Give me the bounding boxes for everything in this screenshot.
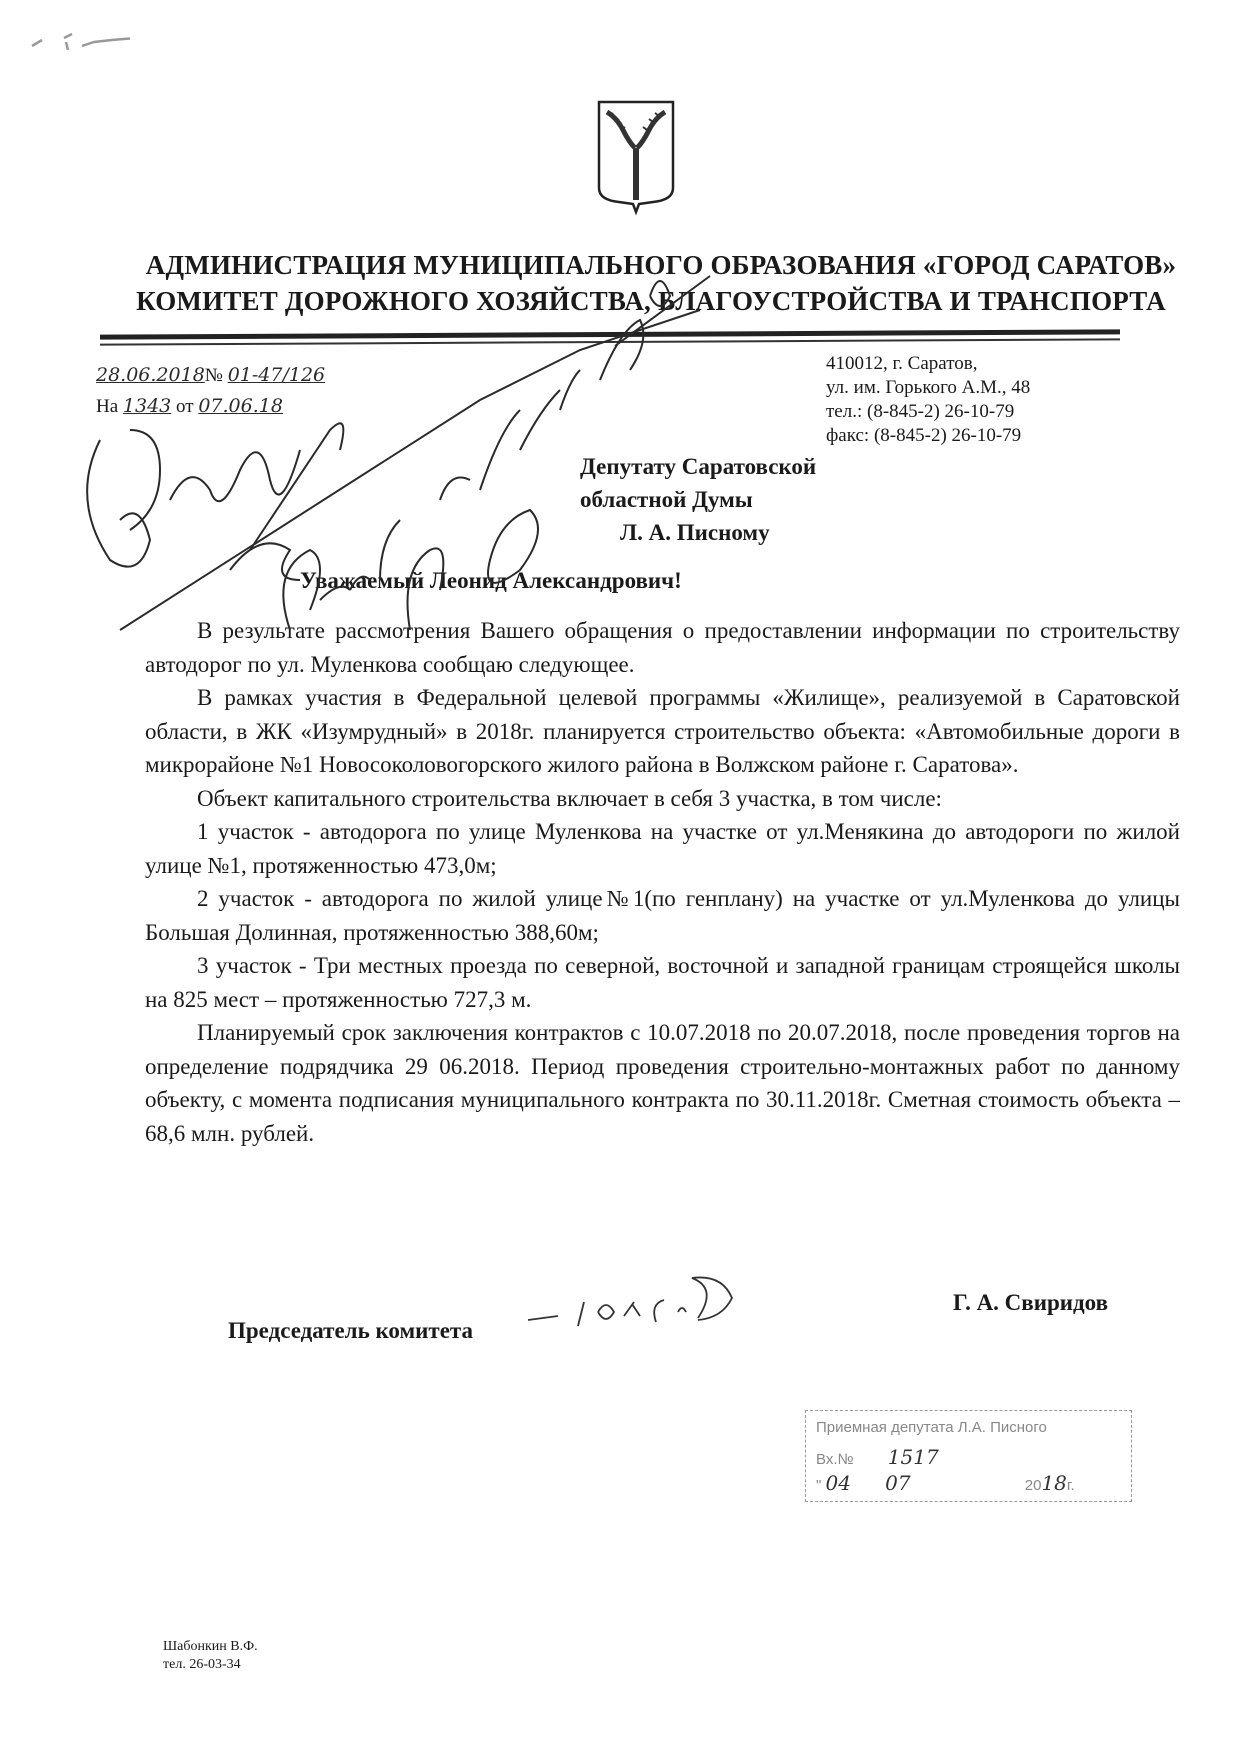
salutation: Уважаемый Леонид Александрович!: [300, 568, 682, 593]
incoming-number: 1343: [122, 395, 172, 417]
address-line: ул. им. Горького А.М., 48: [826, 377, 1031, 398]
committee-name: КОМИТЕТ ДОРОЖНОГО ХОЗЯЙСТВА, БЛАГОУСТРОЙСТВА И ТРАНСПОРТА: [136, 286, 1166, 316]
header-rule: [100, 329, 1120, 339]
paragraph: В рамках участия в Федеральной целевой программы «Жилище», реализуемой в Саратовской области, в ЖК «Изумрудный» в 2018г. планируется строительство объекта: «Автомобильные дороги в микрорайоне №1 Новосоколовогорского жилого района в Волжском районе г. Саратова».: [145, 685, 1180, 777]
stamp-year-suffix: г.: [1066, 1477, 1075, 1494]
recipient-line: областной Думы: [580, 487, 753, 512]
from-label: от: [176, 396, 194, 417]
executor-info: [163, 1638, 258, 1674]
header-rule-thin: [100, 338, 1120, 345]
fax: факс: (8-845-2) 26-10-79: [826, 425, 1022, 446]
recipient-line: Депутату Саратовской: [580, 454, 817, 479]
executor-phone: тел. 26-03-34: [163, 1657, 241, 1672]
signatory-title: Председатель комитета: [228, 1318, 473, 1343]
recipient-line: Л. А. Писному: [620, 520, 770, 545]
on-label: На: [96, 396, 119, 417]
phone: тел.: (8-845-2) 26-10-79: [826, 401, 1015, 422]
handwritten-signature: [528, 1272, 758, 1342]
paragraph: Объект капитального строительства включает в себя 3 участка, в том числе:: [197, 785, 942, 811]
sender-address: [826, 352, 1030, 448]
paragraph: 2 участок - автодорога по жилой улице№1(по генплану) на участке от ул.Муленкова до улицы Большая Долинная, протяженностью 388,60м;: [145, 886, 1180, 945]
stamp-number: 1517: [887, 1445, 939, 1469]
number-label: №: [204, 365, 223, 386]
stamp-number-label: Вх.№: [816, 1451, 854, 1468]
scan-artifact: [20, 20, 130, 60]
outgoing-reference: [96, 360, 325, 422]
stamp-title: Приемная депутата Л.А. Писного: [816, 1419, 1047, 1436]
address-line: 410012, г. Саратов,: [826, 353, 978, 374]
paragraph: Планируемый срок заключения контрактов с 10.07.2018 по 20.07.2018, после проведения торгов на определение подрядчика 29 06.2018. Период проведения строительно-монтажных работ по данному объекту, с момента подписания муниципального контракта по 30.11.2018г. Сметная стоимость объекта – 68,6 млн. рублей.: [145, 1020, 1180, 1146]
saratov-coat-of-arms-icon: [593, 96, 679, 216]
registration-stamp: [805, 1410, 1132, 1502]
recipient-block: [580, 450, 816, 549]
stamp-year: 18: [1041, 1471, 1067, 1495]
executor-name: Шабонкин В.Ф.: [163, 1639, 258, 1654]
stamp-quote: ": [816, 1477, 822, 1494]
stamp-month: 07: [885, 1471, 911, 1495]
paragraph: 3 участок - Три местных проезда по северной, восточной и западной границам строящейся школы на 825 мест – протяженностью 727,3 м.: [145, 953, 1180, 1012]
paragraph: 1 участок - автодорога по улице Муленкова на участке от ул.Менякина до автодороги по жилой улице №1, протяженностью 473,0м;: [145, 819, 1180, 878]
signatory-name: Г. А. Свиридов: [953, 1290, 1108, 1315]
stamp-day: 04: [825, 1471, 851, 1495]
letter-body: [145, 614, 1180, 1150]
outgoing-date: 28.06.2018: [96, 364, 205, 386]
incoming-date: 07.06.18: [198, 395, 283, 417]
paragraph: В результате рассмотрения Вашего обращения о предоставлении информации по строительству автодорог по ул. Муленкова сообщаю следующее.: [145, 618, 1180, 677]
stamp-year-prefix: 20: [1024, 1477, 1042, 1494]
org-name: АДМИНИСТРАЦИЯ МУНИЦИПАЛЬНОГО ОБРАЗОВАНИЯ «ГОРОД САРАТОВ»: [145, 250, 1177, 280]
outgoing-number: 01-47/126: [227, 364, 326, 386]
